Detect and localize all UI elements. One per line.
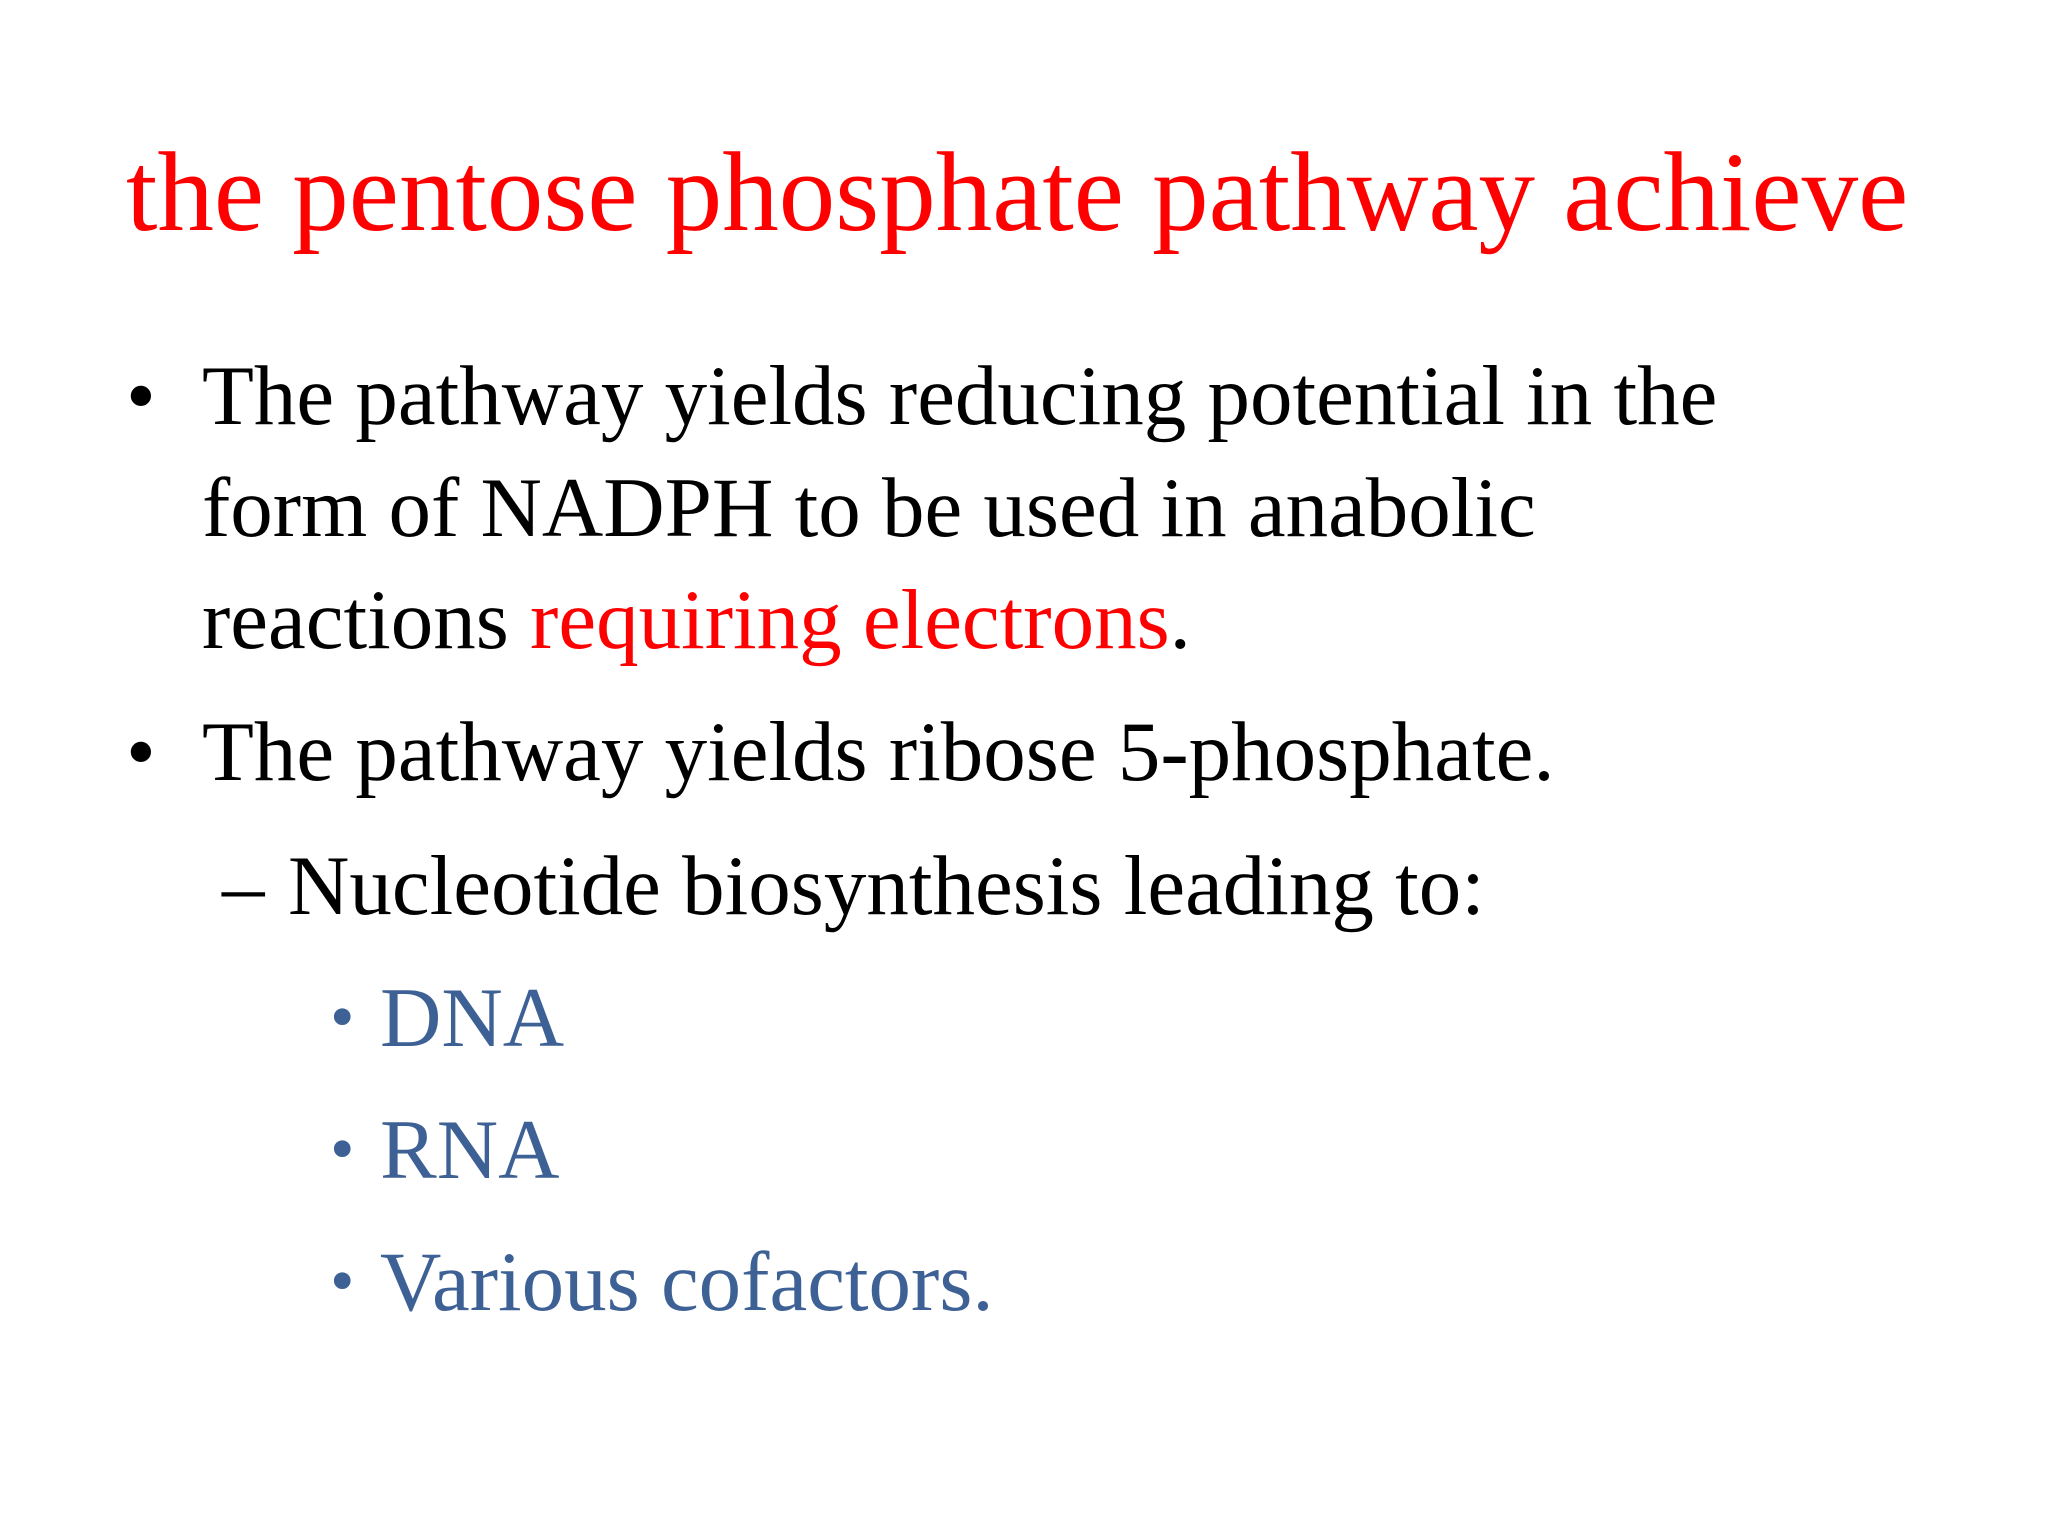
bullet-line-plain: reactions	[202, 573, 531, 667]
bullet-line-end: .	[1169, 573, 1191, 667]
bullet-dot: •	[126, 349, 156, 443]
sub-sub-bullet-text: Various cofactors.	[380, 1235, 994, 1329]
sub-sub-bullet-text: DNA	[380, 971, 565, 1065]
dash-marker: –	[222, 839, 265, 933]
bullet-line: form of NADPH to be used in anabolic	[202, 461, 1536, 555]
bullet-line	[202, 564, 2022, 676]
bullet-dot: •	[330, 1243, 355, 1320]
bullet-text	[202, 340, 2022, 676]
bullet-dot: •	[126, 705, 156, 799]
bullet-dot: •	[330, 1111, 355, 1188]
bullet-text: The pathway yields ribose 5-phosphate.	[202, 705, 1555, 799]
bullet-line: The pathway yields reducing potential in the	[202, 349, 1718, 443]
bullet-dot: •	[330, 979, 355, 1056]
sub-bullet-text: Nucleotide biosynthesis leading to:	[288, 839, 1485, 933]
slide-title: the pentose phosphate pathway achieve	[126, 130, 1909, 255]
highlighted-text: requiring electrons	[530, 573, 1170, 667]
sub-sub-bullet-text: RNA	[380, 1103, 560, 1197]
